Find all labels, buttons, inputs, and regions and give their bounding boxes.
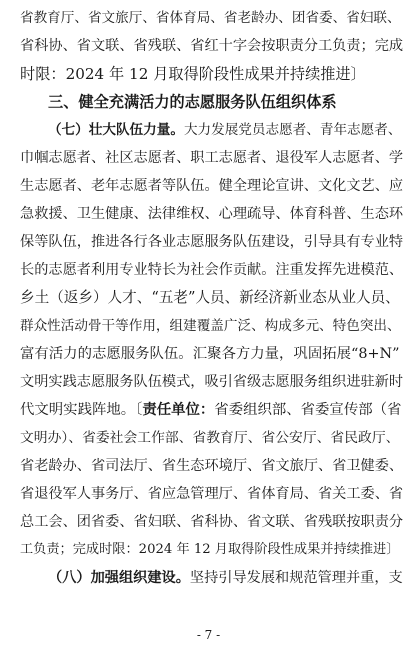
text-line-content: 文明办）、省委社会工作部、省教育厅、省公安厅、省民政厅、 xyxy=(20,430,400,446)
text-line-content: 省科协、省文联、省残联、省红十字会按职责分工负责；完成 xyxy=(20,38,404,54)
responsibility-label: 责任单位： xyxy=(142,401,215,418)
text-line-content: 巾帼志愿者、社区志愿者、职工志愿者、退役军人志愿者、学 xyxy=(20,150,404,166)
text-line-content: 急救援、卫生健康、法律维权、心理疏导、体育科普、生态环 xyxy=(20,206,404,222)
paragraph-7-first-line xyxy=(48,120,401,140)
text-line-content: 省退役军人事务厅、省应急管理厅、省体育局、省关工委、省 xyxy=(20,486,404,502)
section-heading-text: 三、健全充满活力的志愿服务队伍组织体系 xyxy=(48,93,337,111)
paragraph-7-first-text: 大力发展党员志愿者、青年志愿者、 xyxy=(183,122,402,138)
text-line-content: 文明实践志愿服务队伍模式，吸引省级志愿服务组织进驻新时 xyxy=(20,374,404,390)
responsibility-first-text: 省委组织部、省委宣传部（省 xyxy=(214,402,402,418)
paragraph-8-label: （八）加强组织建设。 xyxy=(48,570,190,586)
paragraph-8-first-line xyxy=(48,568,403,588)
text-line-content: 工负责；完成时限：2024 年 12 月取得阶段性成果并持续推进〕 xyxy=(20,542,400,557)
responsibility-line-content xyxy=(20,400,401,420)
paragraph-8-first-text: 坚持引导发展和规范管理并重，支 xyxy=(189,570,403,586)
text-line-content: 时限：2024 年 12 月取得阶段性成果并持续推进〕 xyxy=(20,65,366,83)
text-line-content: 群众性活动骨干等作用，组建覆盖广泛、构成多元、特色突出、 xyxy=(20,318,401,334)
text-line-content: 省教育厅、省文旅厅、省体育局、省老龄办、团省委、省妇联、 xyxy=(20,10,401,26)
text-line-content: 总工会、团省委、省妇联、省科协、省文联、省残联按职责分 xyxy=(20,514,404,530)
text-line-content: 保等队伍，推进各行各业志愿服务队伍建设，引导具有专业特 xyxy=(20,234,404,250)
responsibility-prefix: 代文明实践阵地。〔 xyxy=(20,402,143,418)
text-line-content: 省老龄办、省司法厅、省生态环境厅、省文旅厅、省卫健委、 xyxy=(20,458,404,474)
page-number: - 7 - xyxy=(196,628,221,642)
text-line-content: 生志愿者、老年志愿者等队伍。健全理论宣讲、文化文艺、应 xyxy=(20,178,404,194)
text-line-content: 长的志愿者利用专业特长为社会作贡献。注重发挥先进模范、 xyxy=(20,262,404,278)
text-line-content: 乡土（返乡）人才、“五老”人员、新经济新业态从业人员、 xyxy=(20,289,400,306)
paragraph-7-label: （七）壮大队伍力量。 xyxy=(48,122,184,138)
text-line-content: 富有活力的志愿服务队伍。汇聚各方力量，巩固拓展“8+N” xyxy=(20,346,400,362)
